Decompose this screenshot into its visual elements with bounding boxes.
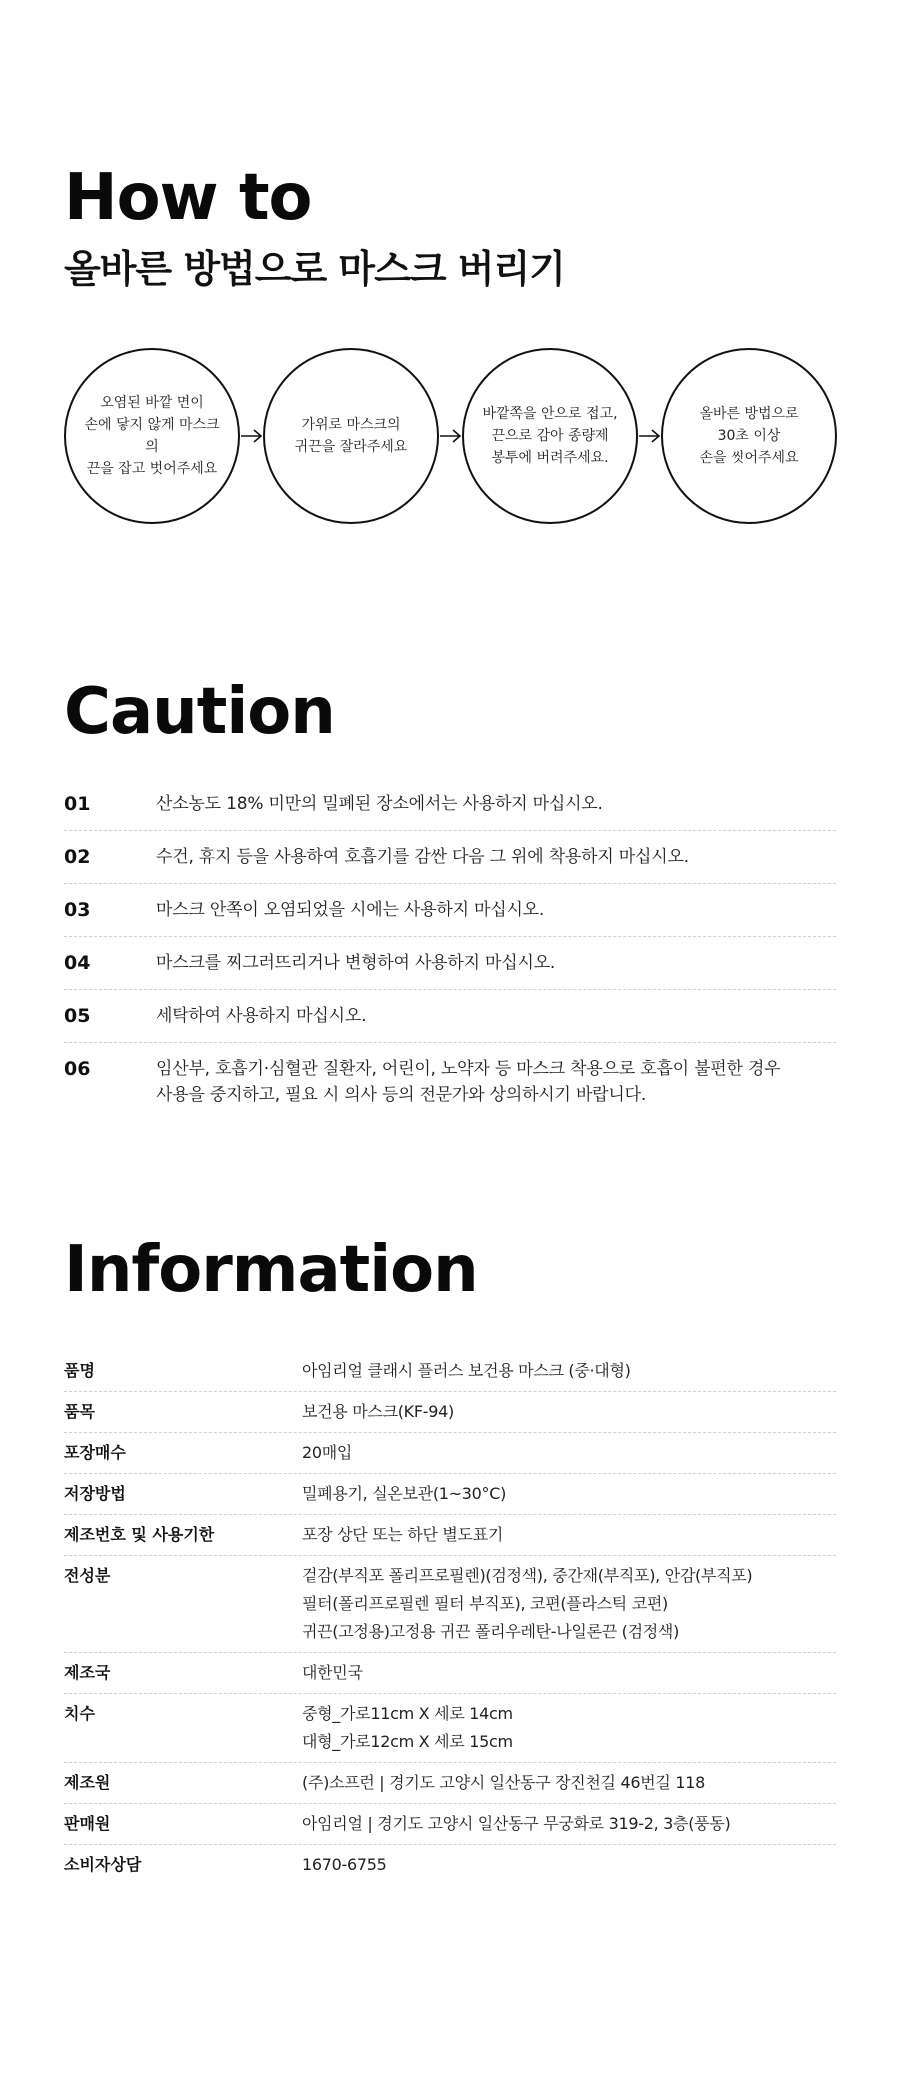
- info-value: (주)소프런 | 경기도 고양시 일산동구 장진천길 46번길 118: [302, 1773, 705, 1792]
- caution-text: 마스크 안쪽이 오염되었을 시에는 사용하지 마십시오.: [156, 900, 545, 920]
- caution-text: 수건, 휴지 등을 사용하여 호흡기를 감싼 다음 그 위에 착용하지 마십시오.: [156, 847, 689, 867]
- info-label: 제조번호 및 사용기한: [64, 1525, 215, 1544]
- information-title: Information: [64, 1233, 478, 1307]
- info-row: [64, 1556, 836, 1653]
- info-row: [64, 1804, 836, 1845]
- caution-item: [64, 990, 836, 1043]
- info-value: 밀폐용기, 실온보관(1~30°C): [302, 1484, 507, 1503]
- caution-text: 세탁하여 사용하지 마십시오.: [156, 1006, 367, 1026]
- caution-number: 03: [64, 899, 91, 921]
- info-value: 1670-6755: [302, 1855, 387, 1874]
- arrow-right-icon: [440, 426, 462, 446]
- info-value: 겉감(부직포 폴리프로필렌)(검정색), 중간재(부직포), 안감(부직포) 필터(폴리프로필렌 필터 부직포), 코편(플라스틱 코편) 귀끈(고정용)고정용 귀끈 폴리우레탄-나일론끈 (검정색): [302, 1566, 753, 1641]
- info-label: 치수: [64, 1704, 95, 1723]
- info-row: [64, 1694, 836, 1763]
- caution-number: 02: [64, 846, 91, 868]
- info-row: [64, 1515, 836, 1556]
- info-value: 아임리얼 | 경기도 고양시 일산동구 무궁화로 319-2, 3층(풍동): [302, 1814, 731, 1833]
- info-row: [64, 1474, 836, 1515]
- caution-item: [64, 937, 836, 990]
- info-label: 저장방법: [64, 1484, 126, 1503]
- step-circle-1: [64, 348, 240, 524]
- caution-item: [64, 884, 836, 937]
- step-circle-3: [462, 348, 638, 524]
- info-row: [64, 1653, 836, 1694]
- info-label: 제조국: [64, 1663, 111, 1682]
- caution-item: [64, 778, 836, 831]
- howto-subtitle: 올바른 방법으로 마스크 버리기: [64, 247, 565, 291]
- step-circle-2: [263, 348, 439, 524]
- caution-number: 06: [64, 1058, 91, 1080]
- info-value: 중형_가로11cm X 세로 14cm 대형_가로12cm X 세로 15cm: [302, 1704, 513, 1751]
- info-row: [64, 1433, 836, 1474]
- info-value: 포장 상단 또는 하단 별도표기: [302, 1525, 504, 1544]
- step-text-1: 오염된 바깥 면이 손에 닿지 않게 마스크의 끈을 잡고 벗어주세요: [84, 395, 220, 477]
- info-label: 제조원: [64, 1773, 111, 1792]
- caution-number: 01: [64, 793, 91, 815]
- info-label: 포장매수: [64, 1443, 126, 1462]
- caution-text: 산소농도 18% 미만의 밀폐된 장소에서는 사용하지 마십시오.: [156, 794, 603, 814]
- info-value: 아임리얼 클래시 플러스 보건용 마스크 (중·대형): [302, 1361, 631, 1380]
- info-value: 보건용 마스크(KF-94): [302, 1402, 454, 1421]
- info-label: 판매원: [64, 1814, 111, 1833]
- step-text-4: 올바른 방법으로 30초 이상 손을 씻어주세요: [699, 406, 799, 466]
- caution-number: 05: [64, 1005, 91, 1027]
- info-label: 품목: [64, 1402, 95, 1421]
- info-row: [64, 1845, 836, 1885]
- info-label: 전성분: [64, 1566, 111, 1585]
- arrow-right-icon: [639, 426, 661, 446]
- caution-text: 마스크를 찌그러뜨리거나 변형하여 사용하지 마십시오.: [156, 953, 556, 973]
- disposal-steps: [64, 348, 844, 528]
- info-label: 품명: [64, 1361, 95, 1380]
- info-label: 소비자상담: [64, 1855, 142, 1874]
- information-table: [64, 1351, 836, 1885]
- info-value: 대한민국: [302, 1663, 363, 1682]
- caution-text: 임산부, 호흡기·심혈관 질환자, 어린이, 노약자 등 마스크 착용으로 호흡이 불편한 경우 사용을 중지하고, 필요 시 의사 등의 전문가와 상의하시기 바랍니다.: [156, 1059, 781, 1105]
- caution-list: [64, 778, 836, 1121]
- info-row: [64, 1351, 836, 1392]
- caution-item: [64, 831, 836, 884]
- step-circle-4: [661, 348, 837, 524]
- caution-item: [64, 1043, 836, 1121]
- info-row: [64, 1392, 836, 1433]
- caution-number: 04: [64, 952, 91, 974]
- step-text-2: 가위로 마스크의 귀끈을 잘라주세요: [294, 417, 408, 455]
- arrow-right-icon: [241, 426, 263, 446]
- step-text-3: 바깥쪽을 안으로 접고, 끈으로 감아 종량제 봉투에 버려주세요.: [482, 406, 618, 466]
- info-value: 20매입: [302, 1443, 353, 1462]
- caution-title: Caution: [64, 675, 335, 749]
- howto-title: How to: [64, 161, 312, 235]
- info-row: [64, 1763, 836, 1804]
